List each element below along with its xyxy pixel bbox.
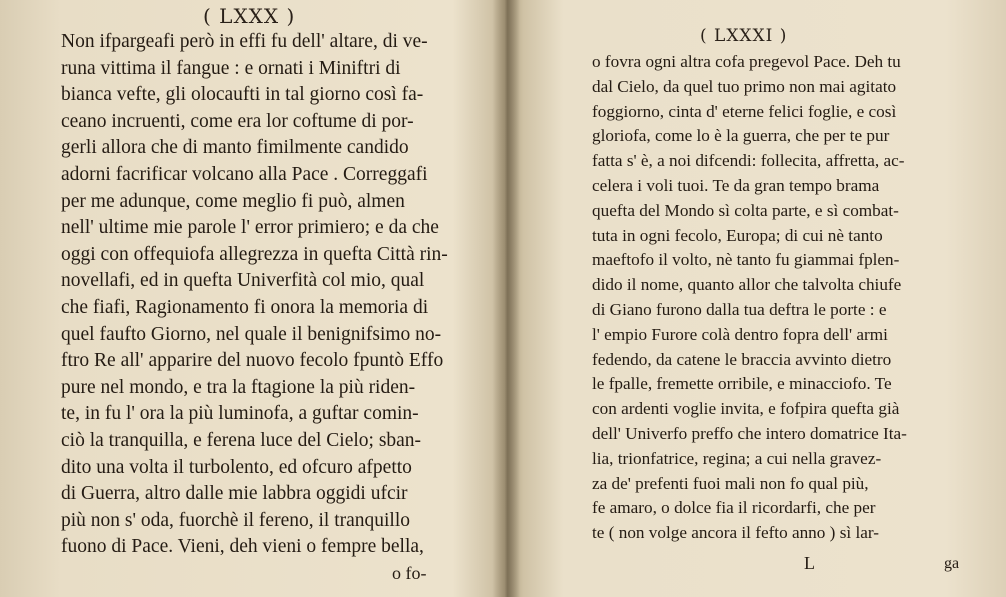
right-page bbox=[512, 0, 1006, 597]
page-number-header: ( LXXXI ) bbox=[700, 26, 788, 46]
text-line: pure nel mondo, e tra la ftagione la più riden- bbox=[61, 376, 416, 398]
text-line: za de' prefenti fuoi mali non fo qual più, bbox=[592, 473, 869, 493]
text-line: l' empio Furore colà dentro fopra dell' armi bbox=[592, 324, 888, 344]
text-line: Non ifpargeafi però in effi fu dell' altare, di ve- bbox=[61, 31, 428, 52]
text-line: di Guerra, altro dalle mie labbra oggidi ufcir bbox=[61, 483, 408, 505]
text-line: fuono di Pace. Vieni, deh vieni o fempre bella, bbox=[61, 536, 424, 558]
catchword: ga bbox=[944, 555, 960, 572]
text-line: te ( non volge ancora il fefto anno ) sì lar- bbox=[592, 523, 879, 543]
text-line: oggi con offequiofa allegrezza in quefta Città rin- bbox=[61, 243, 448, 265]
text-line: dito una volta il turbolento, ed ofcuro afpetto bbox=[61, 456, 412, 478]
text-line: fe amaro, o dolce fia il ricordarfi, che per bbox=[592, 498, 876, 518]
text-line: gerli allora che di manto fimilmente candido bbox=[61, 137, 409, 159]
text-line: bianca vefte, gli olocaufti in tal giorno così fa- bbox=[61, 84, 424, 106]
text-line: novellafi, ed in quefta Univerfità col mio, qual bbox=[61, 270, 425, 292]
text-line: nell' ultime mie parole l' error primiero; e da che bbox=[61, 217, 439, 239]
text-line: ftro Re all' apparire del nuovo fecolo fpuntò Effo bbox=[61, 350, 444, 372]
text-line: che fiafi, Ragionamento fi onora la memoria di bbox=[61, 297, 429, 318]
text-line: con ardenti voglie invita, e fofpira quefta già bbox=[592, 399, 900, 419]
text-line: quefta del Mondo sì colta parte, e sì combat- bbox=[592, 200, 899, 220]
page-number-header: ( LXXX ) bbox=[203, 4, 296, 28]
text-line: celera i voli tuoi. Te da gran tempo brama bbox=[592, 176, 880, 195]
text-line: o fovra ogni altra cofa pregevol Pace. Deh tu bbox=[592, 52, 901, 71]
text-line: adorni facrificar volcano alla Pace . Correggafi bbox=[61, 164, 428, 185]
text-line: gloriofa, come lo è la guerra, che per te pur bbox=[592, 126, 890, 146]
text-line: quel faufto Giorno, nel quale il benignifsimo no- bbox=[61, 323, 442, 345]
text-line: fatta s' è, a noi difcendi: follecita, affretta, ac- bbox=[592, 151, 905, 171]
text-line: maeftofo il volto, nè tanto fu giammai fplen- bbox=[592, 250, 900, 270]
signature-mark: L bbox=[804, 553, 815, 573]
text-line: le fpalle, fremette orribile, e minacciofo. Te bbox=[592, 374, 892, 394]
text-line: dido il nome, quanto allor che talvolta chiufe bbox=[592, 275, 902, 295]
text-line: fedendo, da catene le braccia avvinto dietro bbox=[592, 349, 892, 369]
text-line: ceano incruenti, come era lor coftume di por- bbox=[61, 110, 414, 132]
text-line: per me adunque, come meglio fi può, almen bbox=[61, 190, 405, 212]
catchword: o fo- bbox=[392, 563, 427, 583]
text-line: dell' Univerfo preffo che intero domatrice Ita- bbox=[592, 424, 907, 443]
text-line: lia, trionfatrice, regina; a cui nella gravez- bbox=[592, 448, 882, 468]
text-line: foggiorno, cinta d' eterne felici foglie, e così bbox=[592, 101, 897, 121]
left-page bbox=[0, 0, 500, 597]
text-line: te, in fu l' ora la più luminofa, a guftar comin- bbox=[61, 403, 419, 425]
text-line: tuta in ogni fecolo, Europa; di cui nè tanto bbox=[592, 225, 883, 245]
text-line: più non s' oda, fuorchè il fereno, il tranquillo bbox=[61, 509, 411, 531]
text-line: dal Cielo, da quel tuo primo non mai agitato bbox=[592, 76, 897, 96]
text-line: di Giano furono dalla tua deftra le porte : e bbox=[592, 300, 887, 319]
text-line: runa vittima il fangue : e ornati i Miniftri di bbox=[61, 57, 401, 79]
text-line: ciò la tranquilla, e ferena luce del Cielo; sban- bbox=[61, 430, 422, 451]
